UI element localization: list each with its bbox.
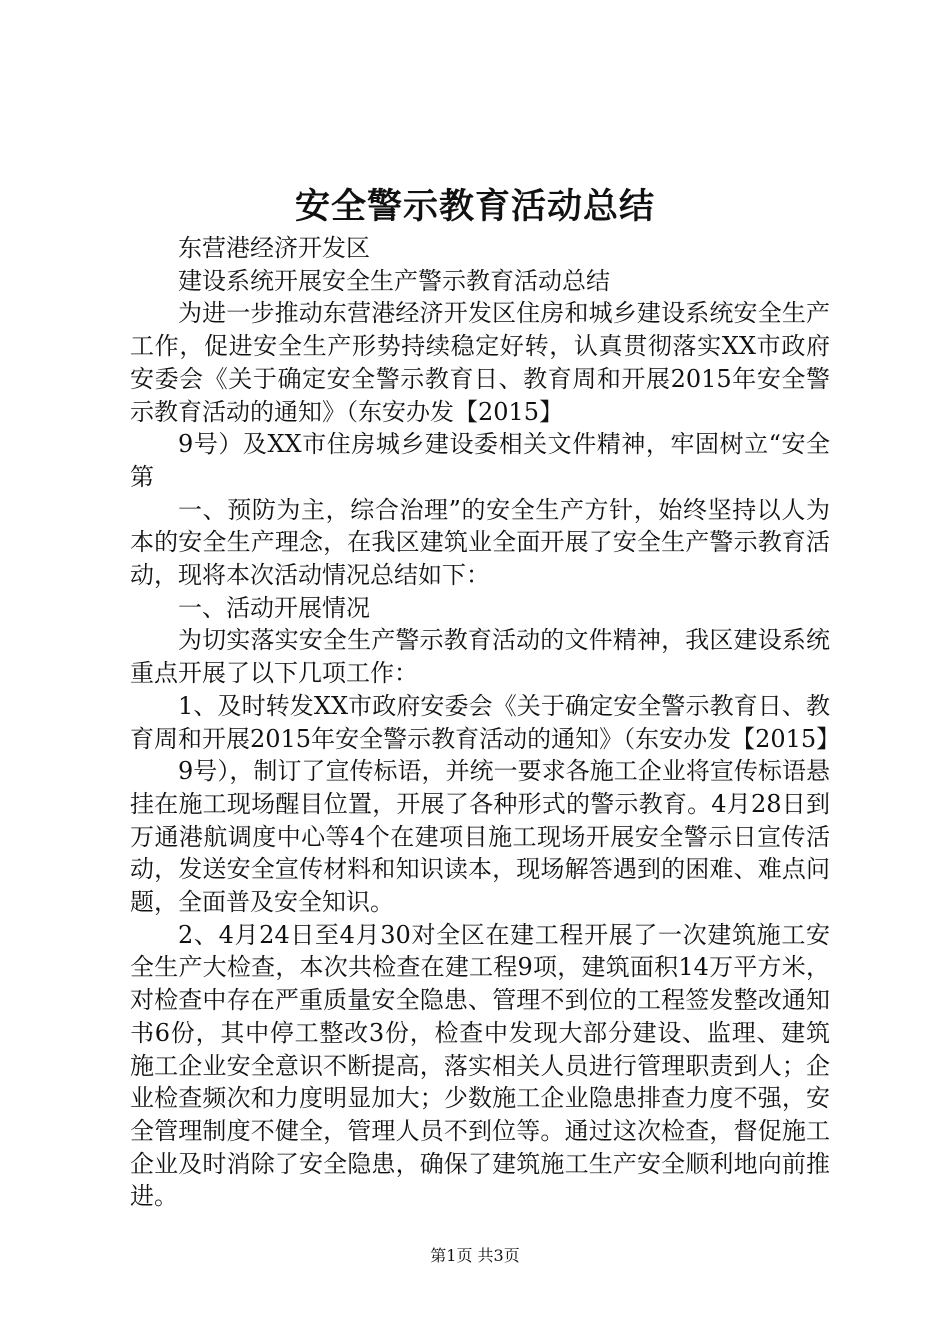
paragraph-item-1: 1、及时转发XX市政府安委会《关于确定安全警示教育日、教育周和开展2015年安全警示教育活动的通知》（东安办发【2015】 [130, 691, 841, 753]
document-body [130, 232, 841, 1213]
document-title: 安全警示教育活动总结 [294, 186, 655, 227]
paragraph-item-2: 2、4月24日至4月30对全区在建工程开展了一次建筑施工安全生产大检查，本次共检查在建工程9项，建筑面积14万平方米，对检查中存在严重质量安全隐患、管理不到位的工程签发整改通知书6份，其中停工整改3份，检查中发现大部分建设、监理、建筑施工企业安全意识不断提高，落实相关人员进行管理职责到人；企业检查频次和力度明显加大；少数施工企业隐患排查力度不强，安全管理制度不健全，管理人员不到位等。通过这次检查，督促施工企业及时消除了安全隐患，确保了建筑施工生产安全顺利地向前推进。 [130, 920, 830, 1211]
paragraph-subtitle: 建设系统开展安全生产警示教育活动总结 [178, 266, 610, 295]
paragraph-activities-intro: 为切实落实安全生产警示教育活动的文件精神，我区建设系统重点开展了以下几项工作： [130, 626, 830, 688]
paragraph-org-name: 东营港经济开发区 [178, 234, 370, 262]
paragraph-intro-continued: 9号）及XX市住房城乡建设委相关文件精神，牢固树立“安全第 [130, 430, 830, 491]
paragraph-policy: 一、预防为主，综合治理”的安全生产方针，始终坚持以人为本的安全生产理念，在我区建筑业全面开展了安全生产警示教育活动，现将本次活动情况总结如下： [130, 495, 830, 590]
section-heading-activities: 一、活动开展情况 [178, 593, 370, 622]
paragraph-item-1-continued: 9号），制订了宣传标语，并统一要求各施工企业将宣传标语悬挂在施工现场醒目位置，开展了各种形式的警示教育。4月28日到万通港航调度中心等4个在建项目施工现场开展安全警示日宣传活动，发送安全宣传材料和知识读本，现场解答遇到的困难、难点问题，全面普及安全知识。 [130, 757, 830, 917]
paragraph-intro: 为进一步推动东营港经济开发区住房和城乡建设系统安全生产工作，促进安全生产形势持续稳定好转，认真贯彻落实XX市政府安委会《关于确定安全警示教育日、教育周和开展2015年安全警示教育活动的通知》（东安办发【2015】 [130, 299, 830, 426]
page-footer: 第1页 共3页 [430, 1246, 520, 1265]
